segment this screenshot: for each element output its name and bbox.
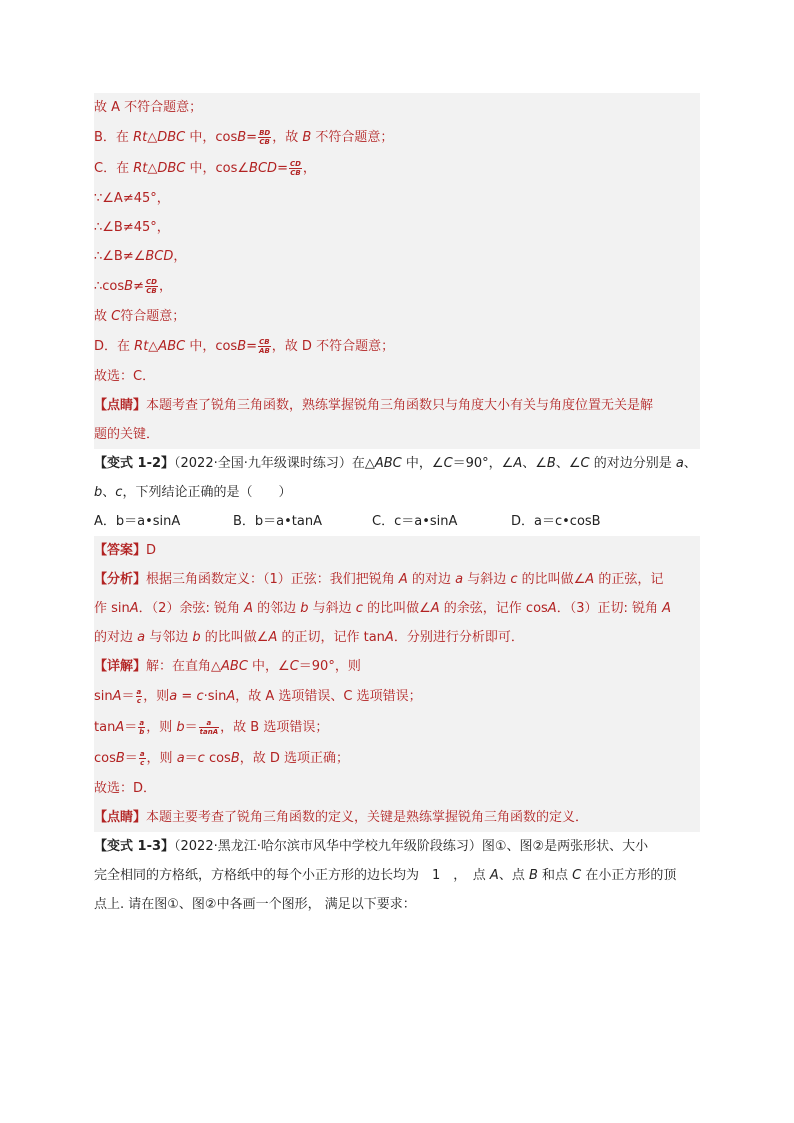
text: 的对边 (407, 572, 456, 587)
text-line (94, 93, 700, 122)
text: c (197, 751, 205, 766)
text: ，故 D 选项正确； (239, 751, 350, 766)
text: B (546, 456, 556, 471)
text-line (94, 184, 700, 213)
text: Rt (133, 130, 148, 145)
text: 的余弦，记作 cos (439, 601, 548, 616)
text: 中，∠ (401, 456, 444, 471)
text: 、 (683, 456, 697, 471)
solution-block-1 (94, 93, 700, 449)
text: = (277, 161, 288, 176)
text: A (430, 601, 440, 616)
question-tag: 【变式 1-3】 (94, 839, 175, 854)
text: ，下列结论正确的是（ ） (122, 485, 292, 500)
text: （2022·全国·九年级课时练习）在△ (174, 456, 375, 471)
text: A (244, 601, 253, 616)
fraction (145, 278, 158, 295)
text: ．分别进行分析即可． (393, 630, 524, 645)
text: B (115, 751, 125, 766)
question-1-2 (94, 449, 700, 536)
tag-label: 【答案】 (94, 543, 147, 558)
text: ≠ (133, 279, 144, 294)
solution-block-2 (94, 536, 700, 832)
text: Rt (134, 339, 149, 354)
text: c (510, 572, 518, 587)
text: 的邻边 (253, 601, 301, 616)
text-line (94, 391, 700, 420)
text: ， (173, 249, 187, 264)
text: a (137, 630, 146, 645)
text: ∴∠B≠∠ (94, 249, 146, 264)
text: BCD (249, 161, 278, 176)
text: b (176, 720, 185, 735)
text: B (528, 868, 538, 883)
text-line (94, 478, 700, 507)
question-tag: 【变式 1-2】 (94, 456, 175, 471)
text: A (398, 572, 408, 587)
text: ，则 (146, 720, 177, 735)
text-line (94, 712, 700, 743)
text: ＝ (124, 751, 138, 766)
text: ．（2）余弦: 锐角 (138, 601, 245, 616)
text: tan (94, 720, 116, 735)
text: 解：在直角△ (146, 659, 222, 674)
text: ，则 (146, 751, 177, 766)
denominator: b (139, 728, 145, 736)
denominator: c (136, 697, 141, 705)
text: 的正弦，记 (594, 572, 664, 587)
text: cos (94, 751, 116, 766)
text: ·sin (203, 689, 227, 704)
text-line (94, 242, 700, 271)
text: A (662, 601, 672, 616)
text: ＝ (184, 751, 198, 766)
text: △ABC (148, 339, 186, 354)
text: ＝ (121, 689, 135, 704)
text: 和点 (537, 868, 573, 883)
text-line (94, 271, 700, 302)
text: A (112, 689, 122, 704)
text: 与斜边 (308, 601, 356, 616)
text: 根据三角函数定义：（1）正弦：我们把锐角 (146, 572, 399, 587)
text-line (94, 565, 700, 594)
fraction (138, 719, 145, 736)
numerator: a (139, 719, 145, 727)
text-line (94, 122, 700, 153)
text: 的比叫做∠ (362, 601, 431, 616)
denominator: AB (259, 347, 270, 355)
tag-label: 【点睛】 (94, 810, 147, 825)
text: b (94, 485, 103, 500)
text: 故 A 不符合题意； (94, 100, 203, 115)
text: 的对边分别是 (589, 456, 676, 471)
option-c: C．c＝a•sinA (372, 514, 458, 529)
text: = (177, 689, 197, 704)
text: C (572, 868, 582, 883)
answer-value: D (146, 543, 157, 558)
text: ，故 B 选项错误； (220, 720, 329, 735)
text: B (237, 130, 247, 145)
text: △DBC (147, 130, 186, 145)
text: ．（3）正切: 锐角 (556, 601, 663, 616)
tag-label: 【点睛】 (94, 398, 147, 413)
text: ，则 (143, 689, 170, 704)
text: 本题主要考查了锐角三角函数的定义，关键是熟练掌握锐角三角函数的定义． (146, 810, 589, 825)
text: B (124, 279, 134, 294)
text: ，故 A 选项错误、C 选项错误； (235, 689, 422, 704)
text-line (94, 594, 700, 623)
text: A (547, 601, 557, 616)
text: 的对边 (94, 630, 138, 645)
fraction (258, 338, 271, 355)
text: 、∠ (555, 456, 581, 471)
text: A (115, 720, 125, 735)
text: D．在 (94, 339, 135, 354)
text: C (443, 456, 453, 471)
text: ∴∠B≠45°， (94, 220, 170, 235)
text: ， (158, 279, 172, 294)
text-line (94, 213, 700, 242)
text: C (289, 659, 299, 674)
text: 与邻边 (145, 630, 193, 645)
text: ∴cos (94, 279, 125, 294)
text: B (237, 339, 247, 354)
text: B (230, 751, 240, 766)
text: 在小正方形的顶 (581, 868, 677, 883)
text: ，故 D 不符合题意； (271, 339, 395, 354)
tag-label: 【分析】 (94, 572, 147, 587)
text: c (355, 601, 363, 616)
text: ∵∠A≠45°， (94, 191, 170, 206)
text: a (176, 751, 185, 766)
text: Rt (133, 161, 148, 176)
document-page (94, 93, 700, 919)
text: A (226, 689, 236, 704)
text: BCD (145, 249, 174, 264)
text: 点上. 请在图①、图②中各画一个图形， 满足以下要求： (94, 897, 416, 912)
option-a: A．b＝a•sinA (94, 514, 181, 529)
numerator: CD (289, 160, 301, 168)
text: 题的关键． (94, 427, 160, 442)
text-line (94, 890, 700, 919)
text: B (302, 130, 312, 145)
text: 符合题意； (120, 309, 186, 324)
text: 中，cos∠ (185, 161, 250, 176)
denominator: CB (259, 138, 270, 146)
text: B．在 (94, 130, 134, 145)
text-line (94, 774, 700, 803)
text-line (94, 803, 700, 832)
text: △DBC (147, 161, 186, 176)
text: 与斜边 (463, 572, 511, 587)
text: 故 (94, 309, 112, 324)
text-line (94, 832, 700, 861)
text-line (94, 652, 700, 681)
question-1-3 (94, 832, 700, 919)
numerator: CB (259, 338, 270, 346)
text: = (246, 130, 258, 145)
text: 故选：C． (94, 369, 156, 384)
text: 中，∠ (247, 659, 290, 674)
text: 、∠ (522, 456, 547, 471)
numerator: CD (145, 278, 157, 286)
text: C．在 (94, 161, 134, 176)
text: b (192, 630, 201, 645)
fraction (199, 719, 219, 736)
text-line (94, 362, 700, 391)
text: b (300, 601, 309, 616)
text-line (94, 449, 700, 478)
text: A (384, 630, 394, 645)
text: 的比叫做∠ (200, 630, 269, 645)
text: c (196, 689, 204, 704)
text: C (111, 309, 121, 324)
text-line (94, 331, 700, 362)
text: ＝90°，∠ (452, 456, 514, 471)
fraction (289, 160, 302, 177)
option-b: B．b＝a•tanA (233, 514, 323, 529)
text: ＝90°，则 (298, 659, 361, 674)
numerator: a (199, 719, 219, 728)
text-line (94, 153, 700, 184)
numerator: a (136, 688, 142, 696)
text-line (94, 420, 700, 449)
fraction (136, 688, 143, 705)
text: 故选：D． (94, 781, 157, 796)
text: cos (204, 751, 231, 766)
text: ABC (221, 659, 248, 674)
denominator: c (140, 759, 145, 767)
text: 不符合题意； (311, 130, 394, 145)
text: A (585, 572, 595, 587)
text: 、点 (498, 868, 529, 883)
denominator: tanA (199, 728, 219, 736)
text: A (129, 601, 139, 616)
text: A (489, 868, 499, 883)
text: 中，cos (185, 130, 238, 145)
fraction (258, 129, 271, 146)
text: ABC (374, 456, 402, 471)
text: = (246, 339, 258, 354)
text: 、 (102, 485, 116, 500)
text: ，故 (272, 130, 303, 145)
option-d: D．a＝c•cosB (511, 514, 601, 529)
text: 作 sin (94, 601, 130, 616)
text: 本题考查了锐角三角函数，熟练掌握锐角三角函数只与角度大小有关与角度位置无关是解 (146, 398, 654, 413)
text-line (94, 302, 700, 331)
text: A (513, 456, 523, 471)
tag-label: 【详解】 (94, 659, 147, 674)
text: c (115, 485, 123, 500)
text: a (455, 572, 464, 587)
text: ＝ (184, 720, 198, 735)
options-line (94, 507, 700, 536)
denominator: CB (290, 169, 301, 177)
text-line (94, 861, 700, 890)
text: 完全相同的方格纸，方格纸中的每个小正方形的边长均为 1 ， 点 (94, 868, 490, 883)
text: sin (94, 689, 113, 704)
text: ＝ (124, 720, 138, 735)
numerator: BD (259, 129, 271, 137)
text: 的比叫做∠ (517, 572, 586, 587)
fraction (139, 750, 146, 767)
text: C (580, 456, 590, 471)
denominator: CB (146, 287, 157, 295)
text-line (94, 681, 700, 712)
text: 中，cos (185, 339, 238, 354)
text: a (169, 689, 178, 704)
text: 的正切，记作 tan (277, 630, 385, 645)
text-line (94, 536, 700, 565)
text: A (268, 630, 278, 645)
text: （2022·黑龙江·哈尔滨市风华中学校九年级阶段练习）图①、图②是两张形状、大小 (174, 839, 649, 854)
text: ， (302, 161, 316, 176)
text-line (94, 743, 700, 774)
text: a (675, 456, 684, 471)
text-line (94, 623, 700, 652)
numerator: a (139, 750, 145, 758)
